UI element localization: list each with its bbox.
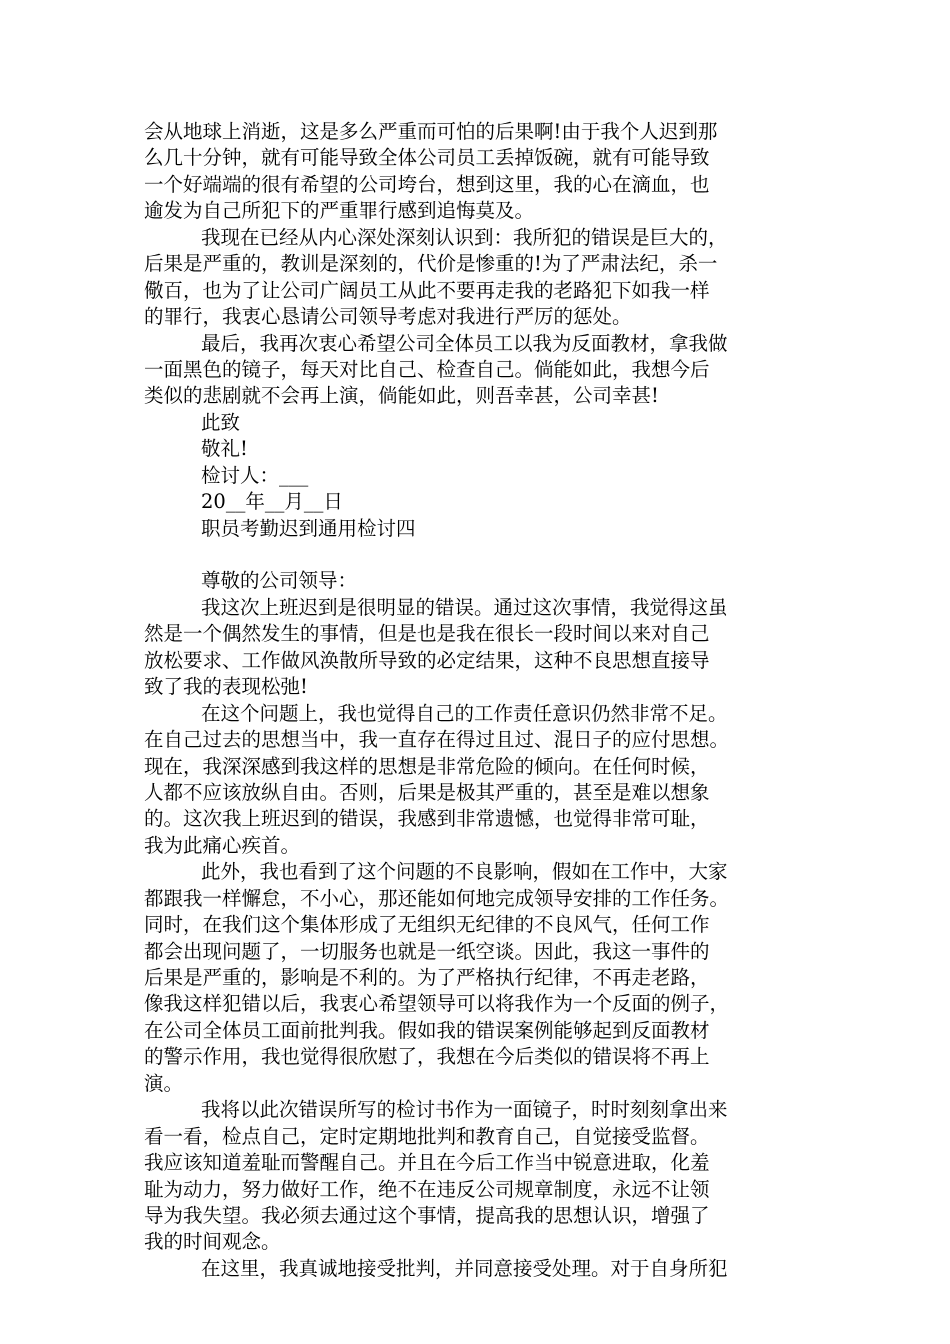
blank-line [144,542,808,568]
text-line: 的警示作用，我也觉得很欣慰了，我想在今后类似的错误将不再上 [144,1045,710,1069]
text-line: 我现在已经从内心深处深刻认识到：我所犯的错误是巨大的， [201,225,728,249]
text-line: 逾发为自己所犯下的严重罪行感到追悔莫及。 [144,199,535,223]
text-line: 同时，在我们这个集体形成了无组织无纪律的不良风气，任何工作 [144,913,710,937]
text-line: 在这个问题上，我也觉得自己的工作责任意识仍然非常不足。 [201,701,728,725]
text-line: 都跟我一样懈怠，不小心，那还能如何地完成领导安排的工作任务。 [144,886,730,910]
text-line: 后果是严重的，教训是深刻的，代价是惨重的!为了严肃法纪，杀一 [144,252,718,276]
text-line: 都会出现问题了，一切服务也就是一纸空谈。因此，我这一事件的 [144,939,710,963]
text-line: 在自己过去的思想当中，我一直存在得过且过、混日子的应付思想。 [144,728,730,752]
text-line: 我将以此次错误所写的检讨书作为一面镜子，时时刻刻拿出来 [201,1098,728,1122]
text-line: 在这里，我真诚地接受批判，并同意接受处理。对于自身所犯 [201,1256,728,1280]
text-line: 后果是严重的，影响是不利的。为了严格执行纪律，不再走老路， [144,966,710,989]
text-line: 我应该知道羞耻而警醒自己。并且在今后工作当中锐意进取，化羞 [144,1151,710,1175]
text-line: 敬礼! [201,437,248,461]
text-line: 会从地球上消逝，这是多么严重而可怕的后果啊!由于我个人迟到那 [144,120,718,143]
text-line: 在公司全体员工面前批判我。假如我的错误案例能够起到反面教材 [144,1018,710,1042]
text-line: 20__年__月__日 [201,490,343,514]
text-line: 放松要求、工作做风涣散所导致的必定结果，这种不良思想直接导 [144,648,710,672]
text-line: 我这次上班迟到是很明显的错误。通过这次事情，我觉得这虽 [201,595,728,619]
text-line: 职员考勤迟到通用检讨四 [201,516,416,540]
text-line: 现在，我深深感到我这样的思想是非常危险的倾向。在任何时候， [144,754,710,778]
text-line: 检讨人：___ [201,463,309,487]
text-line: 么几十分钟，就有可能导致全体公司员工丢掉饭碗，就有可能导致 [144,146,710,170]
text-line: 像我这样犯错以后，我衷心希望领导可以将我作为一个反面的例子， [144,992,730,1016]
text-line: 一个好端端的很有希望的公司垮台，想到这里，我的心在滴血，也 [144,172,710,196]
text-line: 最后，我再次衷心希望公司全体员工以我为反面教材，拿我做 [201,331,728,355]
text-line: 人都不应该放纵自由。否则，后果是极其严重的，甚至是难以想象 [144,780,710,804]
text-line: 然是一个偶然发生的事情，但是也是我在很长一段时间以来对自己 [144,622,710,646]
text-line: 导为我失望。我必须去通过这个事情，提高我的思想认识，增强了 [144,1203,710,1227]
text-line: 耻为动力，努力做好工作，绝不在违反公司规章制度，永远不让领 [144,1177,710,1201]
text-line: 的。这次我上班迟到的错误，我感到非常遗憾，也觉得非常可耻， [144,807,710,831]
text-line: 此致 [201,410,241,434]
text-line: 儆百，也为了让公司广阔员工从此不要再走我的老路犯下如我一样 [144,278,710,302]
text-line: 尊敬的公司领导： [201,569,358,593]
text-line: 此外，我也看到了这个问题的不良影响，假如在工作中，大家 [201,860,728,884]
text-line: 类似的悲剧就不会再上演，倘能如此，则吾幸甚，公司幸甚! [144,384,659,408]
text-line: 看一看，检点自己，定时定期地批判和教育自己，自觉接受监督。 [144,1124,710,1148]
text-line: 致了我的表现松弛! [144,675,308,699]
text-line: 演。 [144,1071,184,1095]
text-line: 一面黑色的镜子，每天对比自己、检查自己。倘能如此，我想今后 [144,357,710,381]
document-body [144,119,808,1282]
text-line: 我为此痛心疾首。 [144,833,301,857]
text-line: 我的时间观念。 [144,1230,281,1254]
text-line: 的罪行，我衷心恳请公司领导考虑对我进行严厉的惩处。 [144,305,632,329]
